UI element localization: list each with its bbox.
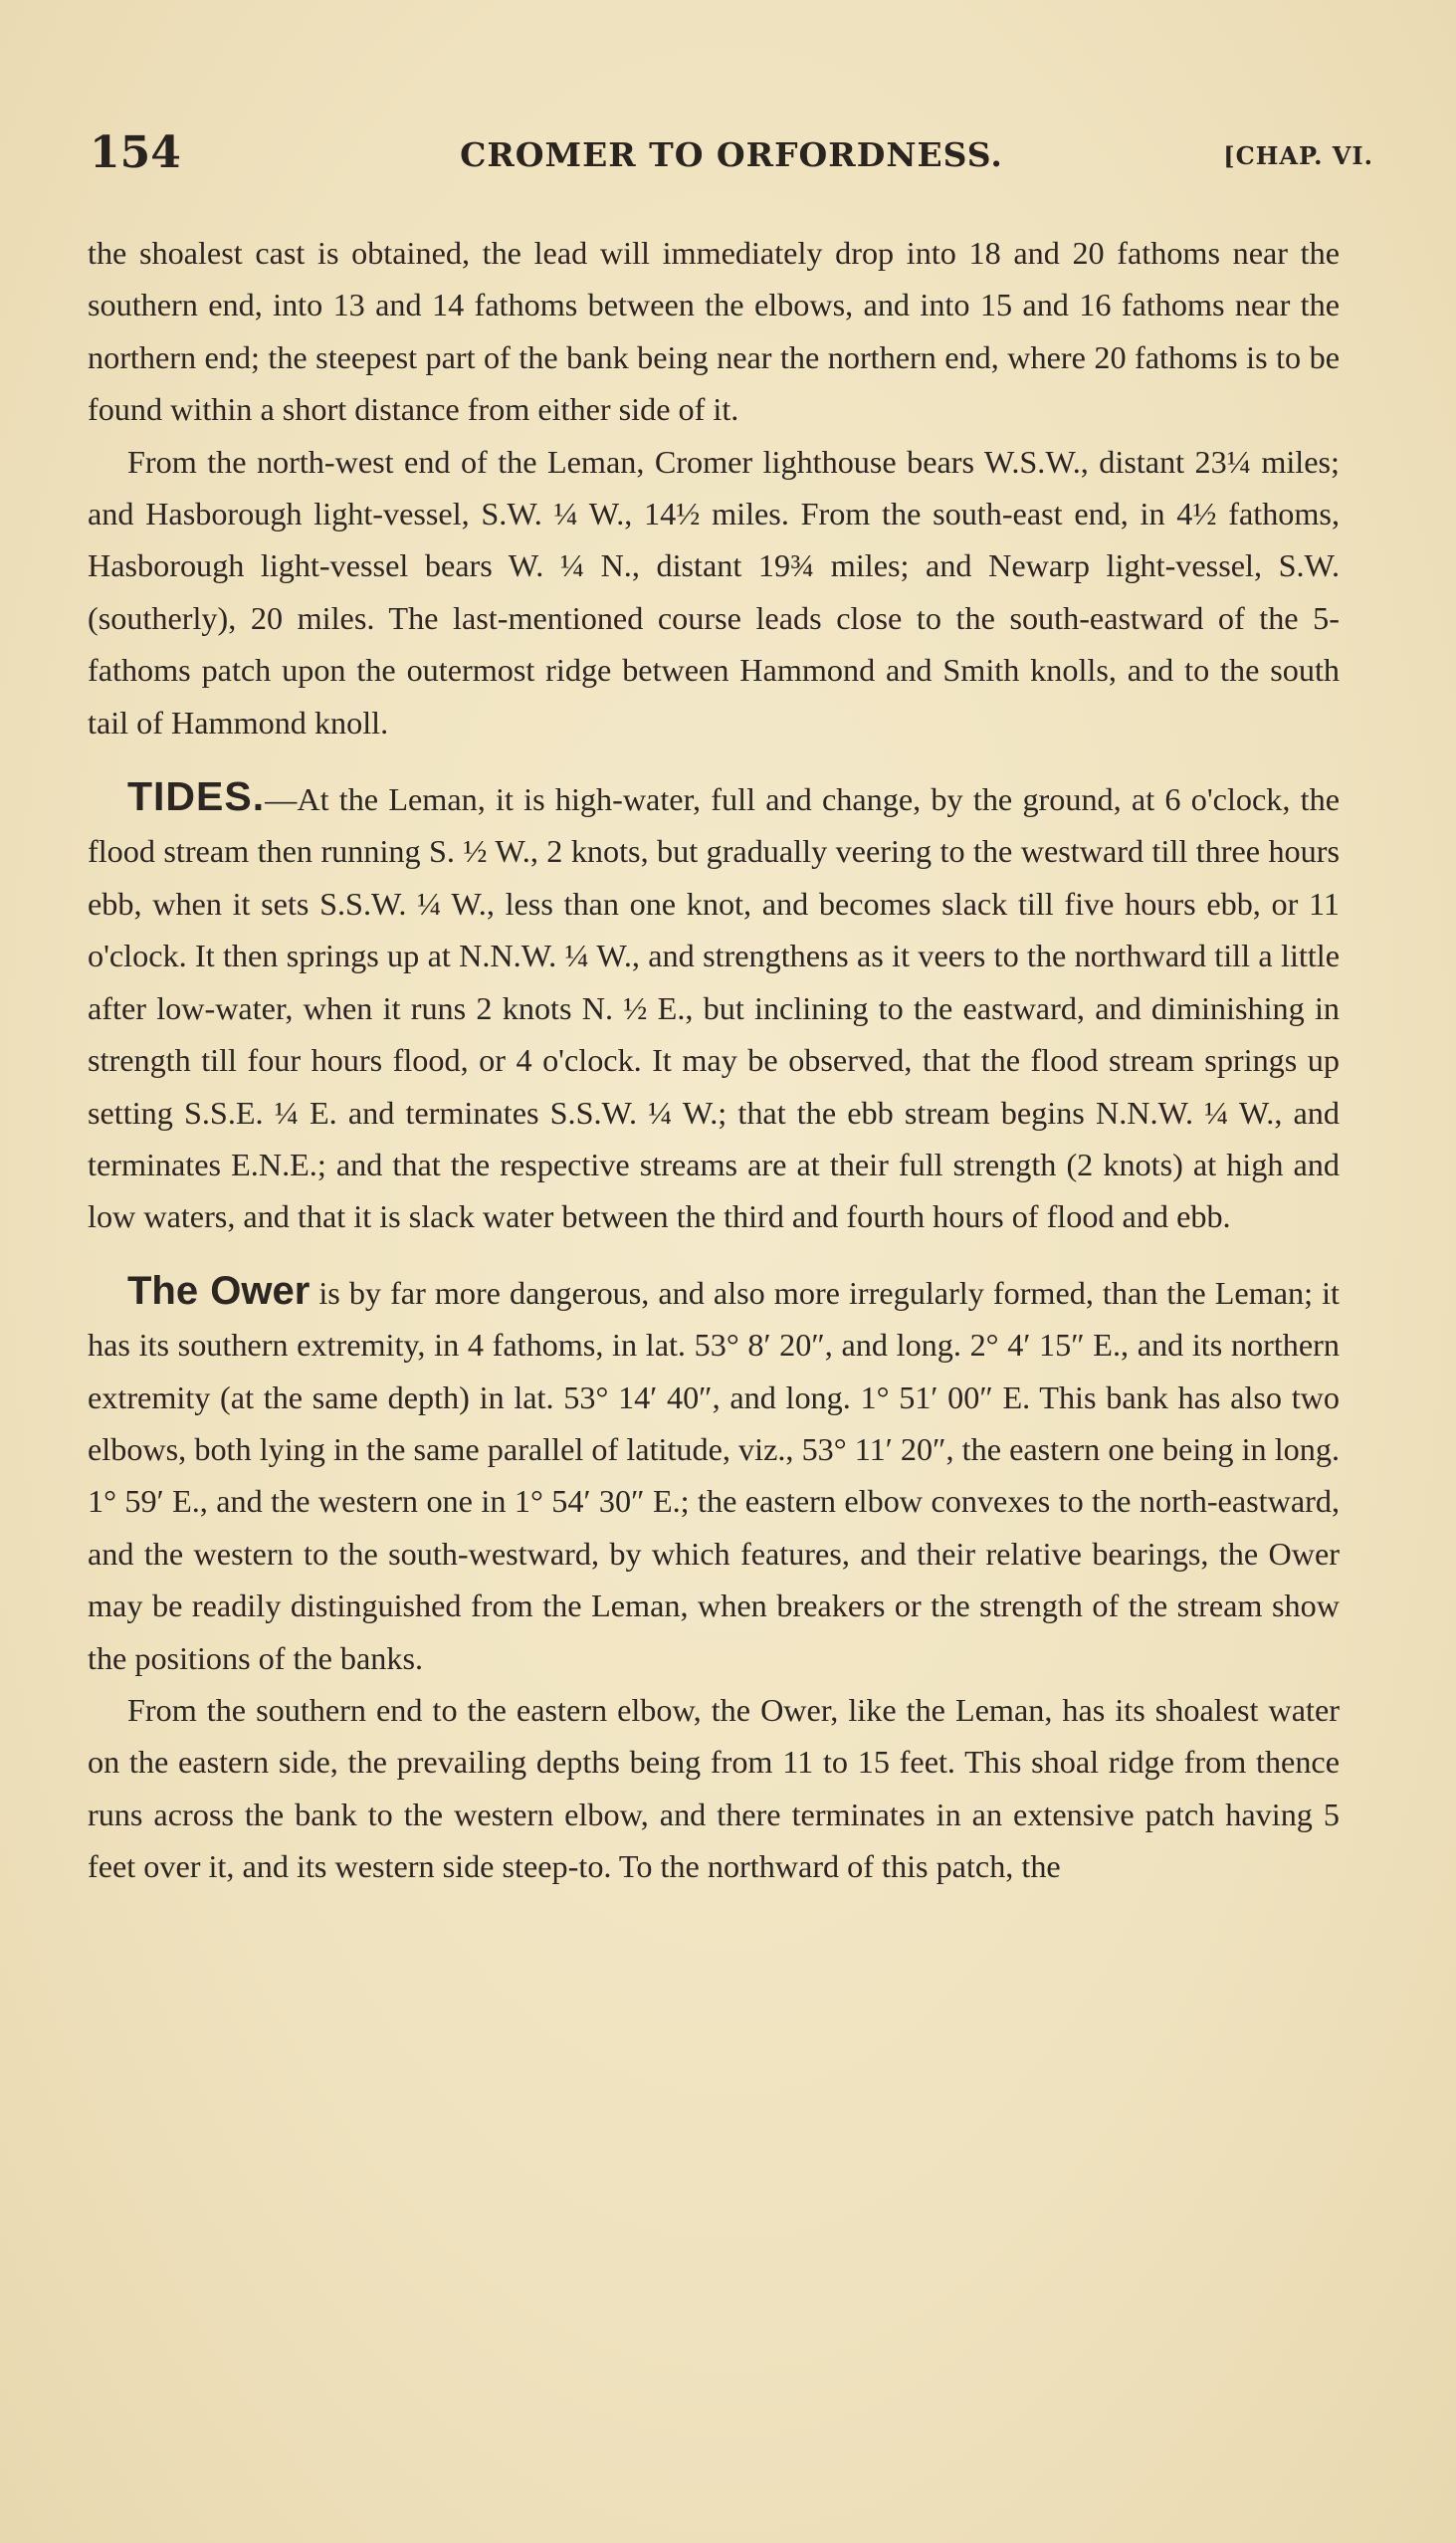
paragraph-text: From the north-west end of the Leman, Cromer lighthouse bears W.S.W., distant 23¼ miles; and Hasborough light-vessel, S.W. ¼ W., 14½ miles. From the south-east end, in 4½ fathoms, Hasborough light-vessel bears W. ¼ N., distant 19¾ miles; and Newarp light-vessel, S.W. (southerly), 20 miles. The last-mentioned course leads close to the south-eastward of the 5-fathoms patch upon the outermost ridge between Hammond and Smith knolls, and to the south tail of Hammond knoll. (88, 443, 1340, 741)
paragraph-text: From the southern end to the eastern elbow, the Ower, like the Leman, has its shoalest water on the eastern side, the prevailing depths being from 11 to 15 feet. This shoal ridge from thence runs across the bank to the western elbow, and there terminates in an extensive patch having 5 feet over it, and its western side steep-to. To the northward of this patch, the (88, 1691, 1340, 1885)
chapter-label: [CHAP. VI. (1223, 141, 1373, 170)
paragraph-text: —At the Leman, it is high-water, full and change, by the ground, at 6 o'clock, the flood stream then running S. ½ W., 2 knots, but gradually veering to the westward till three hours ebb, when it sets S.S.W. ¼ W., less than one knot, and becomes slack till five hours ebb, or 11 o'clock. It then springs up at N.N.W. ¼ W., and strengthens as it veers to the northward till a little after low-water, when it runs 2 knots N. ½ E., but inclining to the eastward, and diminishing in strength till four hours flood, or 4 o'clock. It may be observed, that the flood stream springs up setting S.S.E. ¼ E. and terminates S.S.W. ¼ W.; that the ebb stream begins N.N.W. ¼ W., and terminates E.N.E.; and that the respective streams are at their full strength (2 knots) at high and low waters, and that it is slack water between the third and fourth hours of flood and ebb. (88, 781, 1340, 1235)
paragraph-ower (88, 1265, 1340, 1684)
running-head: CROMER TO ORFORDNESS. (460, 135, 1003, 174)
paragraph-tides (88, 770, 1340, 1243)
paragraph-text: the shoalest cast is obtained, the lead will immediately drop into 18 and 20 fathoms near the southern end, into 13 and 14 fathoms between the elbows, and into 15 and 16 fathoms near the northern end; the steepest part of the bank being near the northern end, where 20 fathoms is to be found within a short distance from either side of it. (88, 235, 1340, 428)
section-heading-ower: The Ower (127, 1268, 311, 1313)
paragraph-text: is by far more dangerous, and also more irregularly formed, than the Leman; it has its southern extremity, in 4 fathoms, in lat. 53° 8′ 20″, and long. 2° 4′ 15″ E., and its northern extremity (at the same depth) in lat. 53° 14′ 40″, and long. 1° 51′ 00″ E. This bank has also two elbows, both lying in the same parallel of latitude, viz., 53° 11′ 20″, the eastern one being in long. 1° 59′ E., and the western one in 1° 54′ 30″ E.; the eastern elbow convexes to the north-eastward, and the western to the south-westward, by which features, and their relative bearings, the Ower may be readily distinguished from the Leman, when breakers or the strength of the stream show the positions of the banks. (88, 1274, 1340, 1676)
paragraph-continuation (88, 227, 1340, 436)
page-header (90, 127, 1373, 187)
section-heading-tides: TIDES. (127, 773, 266, 820)
body-text (88, 227, 1340, 1893)
paragraph-ower-detail (88, 1684, 1340, 1893)
page-number: 154 (90, 127, 181, 178)
paragraph-bearings (88, 436, 1340, 748)
